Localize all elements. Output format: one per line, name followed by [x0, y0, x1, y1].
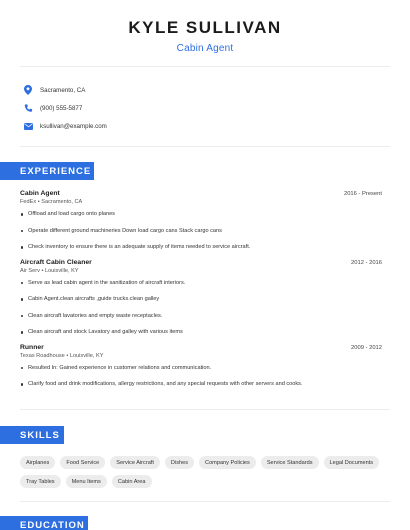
contact-list	[22, 81, 107, 135]
job-title: Cabin Agent	[20, 190, 60, 197]
envelope-icon	[22, 120, 34, 132]
skill-chip: Legal Documents	[324, 456, 380, 469]
skills-list	[20, 456, 390, 488]
section-heading-skills: SKILLS	[0, 426, 64, 444]
skill-chip: Dishes	[165, 456, 194, 469]
job-dates: 2016 - Present	[343, 191, 382, 197]
job-bullet: Clean aircraft and stock Lavatory and galley with various items	[20, 329, 382, 336]
candidate-role: Cabin Agent	[176, 43, 234, 54]
job-entry	[20, 259, 382, 337]
experience-list	[20, 190, 382, 398]
job-dates: 2012 - 2016	[351, 259, 382, 266]
skill-chip: Airplanes	[20, 456, 55, 469]
skill-chip: Menu Items	[66, 475, 107, 488]
candidate-name: KYLE SULLIVAN	[128, 18, 282, 37]
job-bullet: Clarify food and drink modifications, allergy restrictions, and any special requests with other servers and cooks.	[20, 381, 382, 388]
skill-chip: Service Standards	[261, 456, 319, 469]
location-pin-icon	[22, 84, 34, 96]
section-heading-experience: EXPERIENCE	[0, 162, 94, 180]
job-entry	[20, 190, 382, 251]
skill-chip: Tray Tables	[20, 475, 61, 488]
divider	[20, 146, 390, 147]
job-title: Runner	[20, 343, 44, 351]
contact-location-text: Sacramento, CA	[40, 86, 86, 94]
job-bullet: Cabin Agent.clean aircrafts ,guide trucks.clean galley	[20, 296, 382, 303]
divider	[20, 66, 390, 67]
job-bullet: Check inventory to ensure there is an adequate supply of items needed to service aircraft.	[20, 244, 382, 251]
job-bullet: Serve as lead cabin agent in the sanitization of aircraft interiors.	[20, 280, 382, 287]
divider	[20, 501, 390, 502]
job-title: Aircraft Cabin Cleaner	[20, 258, 92, 266]
job-bullet: Clean aircraft lavatories and empty waste receptacles.	[20, 313, 382, 320]
phone-icon	[22, 102, 34, 114]
divider	[20, 409, 390, 410]
contact-email	[22, 117, 107, 135]
skill-chip: Food Service	[60, 456, 105, 469]
skill-chip: Cabin Area	[112, 475, 152, 488]
contact-phone	[22, 99, 107, 117]
section-heading-education: EDUCATION	[0, 516, 88, 530]
job-company: FedEx • Sacramento, CA	[20, 199, 83, 205]
job-bullet: Offload and load cargo onto planes	[20, 211, 382, 218]
job-bullet: Resulted In: Gained experience in customer relations and communication.	[20, 365, 382, 372]
contact-phone-text: (900) 555-5877	[40, 104, 83, 112]
job-bullet: Operate different ground machineries Down load cargo cans Stack cargo cans	[20, 228, 382, 235]
job-company: Texas Roadhouse • Louisville, KY	[20, 352, 104, 359]
resume-header	[0, 0, 410, 54]
skill-chip: Company Policies	[199, 456, 256, 469]
skill-chip: Service Aircraft	[110, 456, 160, 469]
job-dates: 2009 - 2012	[351, 344, 382, 351]
job-company: Air Serv • Louisville, KY	[20, 267, 79, 274]
contact-email-text: ksullivan@example.com	[40, 122, 107, 130]
contact-location	[22, 81, 107, 99]
job-entry	[20, 344, 382, 389]
